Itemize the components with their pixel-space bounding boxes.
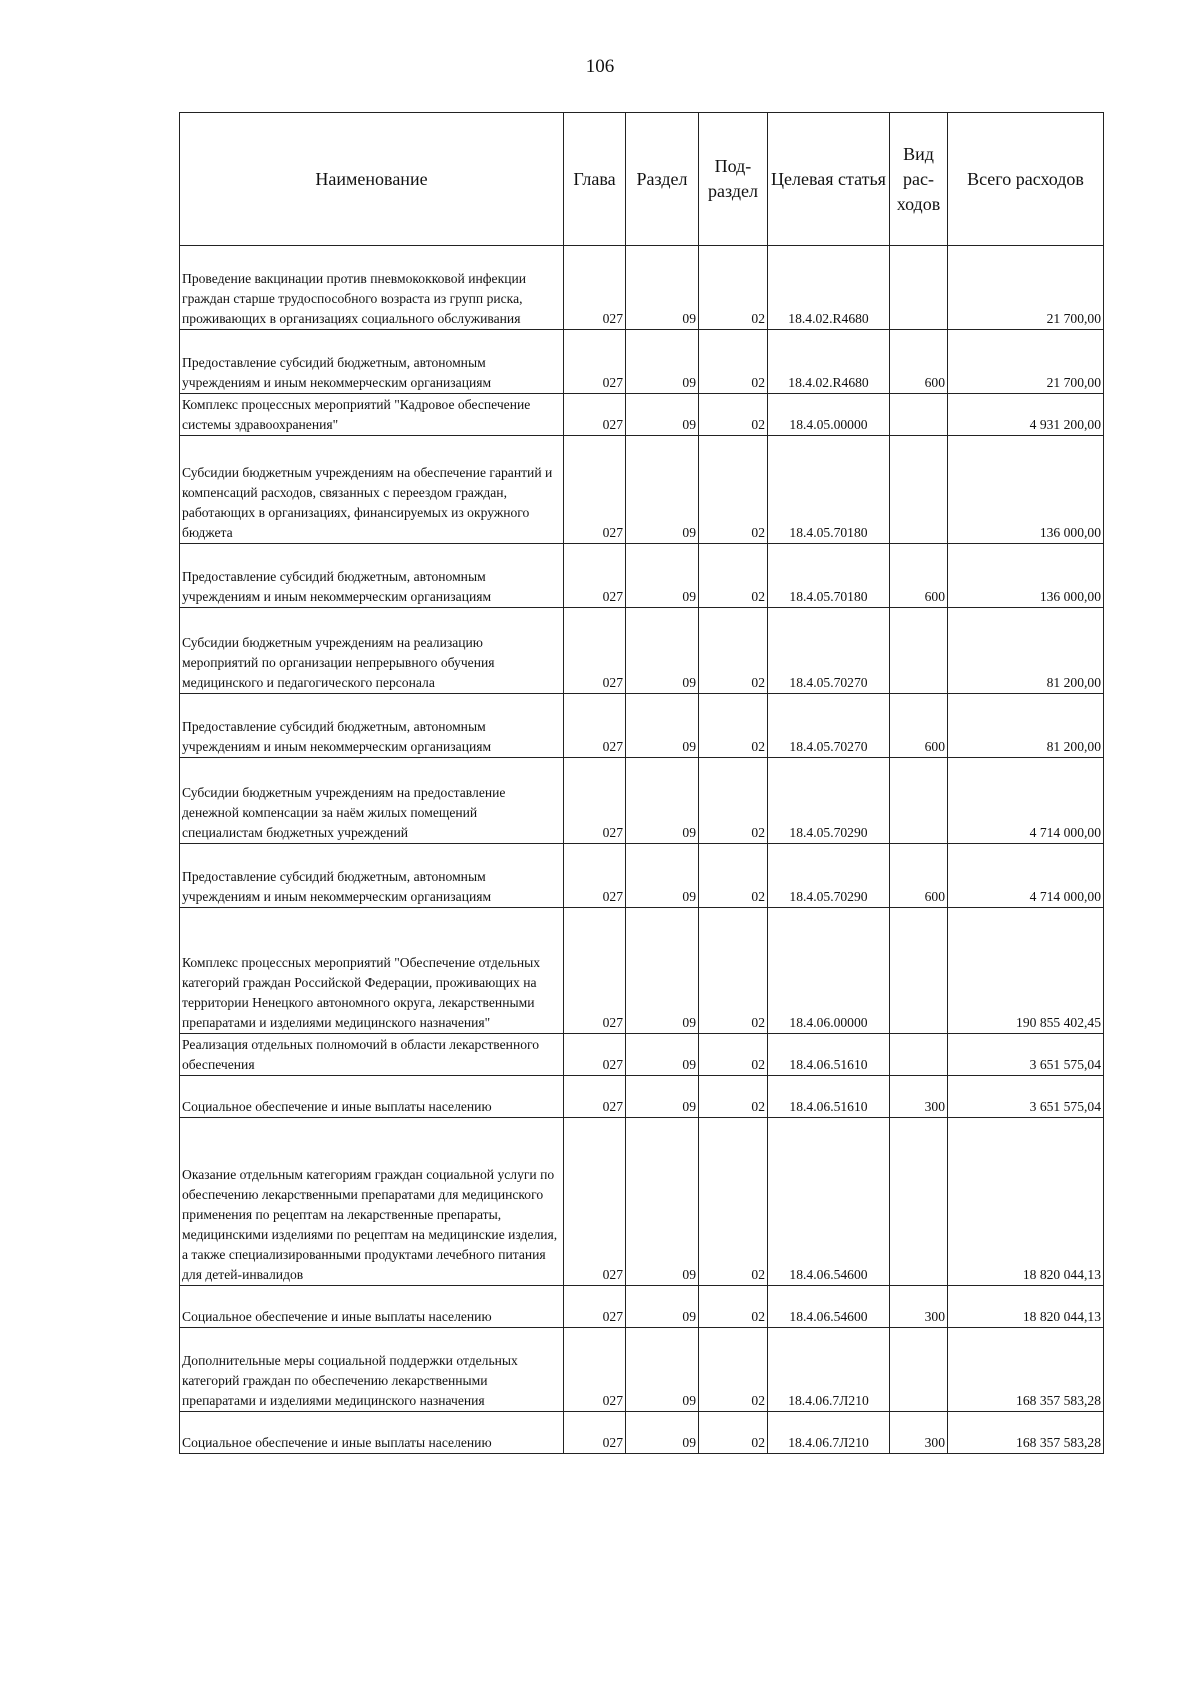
row-total-cell: 81 200,00: [948, 694, 1104, 758]
table-row: [180, 758, 1104, 844]
table-row: [180, 1412, 1104, 1454]
row-podrazdel-cell: 02: [699, 758, 768, 844]
row-glava-cell: 027: [564, 1076, 626, 1118]
row-vid-cell: [890, 1328, 948, 1412]
row-statya-cell: 18.4.06.51610: [768, 1076, 890, 1118]
header-naimenovanie: Наименование: [180, 113, 564, 246]
row-razdel-cell: 09: [626, 436, 699, 544]
row-statya-cell: 18.4.05.00000: [768, 394, 890, 436]
row-statya-cell: 18.4.06.51610: [768, 1034, 890, 1076]
row-name-cell: Оказание отдельным категориям граждан социальной услуги по обеспечению лекарственными препаратами для медицинского применения по рецептам на лекарственные препараты, медицинскими изделиями по рецептам на медицинские изделия, а также специализированными продуктами лечебного питания для детей-инвалидов: [180, 1118, 564, 1286]
row-name-cell: Социальное обеспечение и иные выплаты населению: [180, 1412, 564, 1454]
row-vid-cell: [890, 436, 948, 544]
row-total-cell: 136 000,00: [948, 436, 1104, 544]
row-name-cell: Предоставление субсидий бюджетным, автономным учреждениям и иным некоммерческим организациям: [180, 330, 564, 394]
row-vid-cell: [890, 908, 948, 1034]
row-vid-cell: [890, 758, 948, 844]
row-razdel-cell: 09: [626, 246, 699, 330]
table-row: [180, 844, 1104, 908]
row-razdel-cell: 09: [626, 844, 699, 908]
row-vid-cell: 300: [890, 1412, 948, 1454]
header-glava: Глава: [564, 113, 626, 246]
row-vid-cell: 600: [890, 544, 948, 608]
row-glava-cell: 027: [564, 246, 626, 330]
table-row: [180, 608, 1104, 694]
row-name-cell: Предоставление субсидий бюджетным, автономным учреждениям и иным некоммерческим организациям: [180, 544, 564, 608]
row-total-cell: 18 820 044,13: [948, 1286, 1104, 1328]
row-podrazdel-cell: 02: [699, 1412, 768, 1454]
row-total-cell: 3 651 575,04: [948, 1076, 1104, 1118]
row-statya-cell: 18.4.05.70290: [768, 844, 890, 908]
row-vid-cell: 300: [890, 1076, 948, 1118]
row-podrazdel-cell: 02: [699, 1286, 768, 1328]
table-body: [180, 246, 1104, 1454]
row-razdel-cell: 09: [626, 758, 699, 844]
row-razdel-cell: 09: [626, 1118, 699, 1286]
row-name-cell: Предоставление субсидий бюджетным, автономным учреждениям и иным некоммерческим организациям: [180, 694, 564, 758]
row-razdel-cell: 09: [626, 1412, 699, 1454]
row-name-cell: Субсидии бюджетным учреждениям на предоставление денежной компенсации за наём жилых помещений специалистам бюджетных учреждений: [180, 758, 564, 844]
row-vid-cell: [890, 1118, 948, 1286]
row-total-cell: 3 651 575,04: [948, 1034, 1104, 1076]
row-vid-cell: 300: [890, 1286, 948, 1328]
row-total-cell: 4 931 200,00: [948, 394, 1104, 436]
row-razdel-cell: 09: [626, 608, 699, 694]
row-vid-cell: [890, 1034, 948, 1076]
row-glava-cell: 027: [564, 694, 626, 758]
row-podrazdel-cell: 02: [699, 246, 768, 330]
table-row: [180, 694, 1104, 758]
row-glava-cell: 027: [564, 844, 626, 908]
table-row: [180, 1076, 1104, 1118]
row-statya-cell: 18.4.06.54600: [768, 1286, 890, 1328]
row-statya-cell: 18.4.06.7Л210: [768, 1328, 890, 1412]
row-razdel-cell: 09: [626, 1286, 699, 1328]
row-razdel-cell: 09: [626, 330, 699, 394]
row-podrazdel-cell: 02: [699, 908, 768, 1034]
header-tselevaya-statya: Целевая статья: [768, 113, 890, 246]
row-statya-cell: 18.4.05.70270: [768, 608, 890, 694]
row-total-cell: 168 357 583,28: [948, 1328, 1104, 1412]
table-row: [180, 1328, 1104, 1412]
row-name-cell: Субсидии бюджетным учреждениям на обеспечение гарантий и компенсаций расходов, связанных с переездом граждан, работающих в организациях, финансируемых из окружного бюджета: [180, 436, 564, 544]
row-statya-cell: 18.4.05.70180: [768, 436, 890, 544]
row-glava-cell: 027: [564, 1118, 626, 1286]
header-vid-rashodov: Вид рас- ходов: [890, 113, 948, 246]
row-razdel-cell: 09: [626, 1034, 699, 1076]
row-glava-cell: 027: [564, 394, 626, 436]
row-glava-cell: 027: [564, 608, 626, 694]
table-row: [180, 908, 1104, 1034]
row-total-cell: 168 357 583,28: [948, 1412, 1104, 1454]
row-glava-cell: 027: [564, 544, 626, 608]
table-row: [180, 436, 1104, 544]
row-name-cell: Субсидии бюджетным учреждениям на реализацию мероприятий по организации непрерывного обучения медицинского и педагогического персонала: [180, 608, 564, 694]
row-glava-cell: 027: [564, 1034, 626, 1076]
row-total-cell: 190 855 402,45: [948, 908, 1104, 1034]
row-statya-cell: 18.4.05.70270: [768, 694, 890, 758]
row-podrazdel-cell: 02: [699, 436, 768, 544]
row-razdel-cell: 09: [626, 908, 699, 1034]
row-total-cell: 136 000,00: [948, 544, 1104, 608]
row-statya-cell: 18.4.02.R4680: [768, 330, 890, 394]
table-row: [180, 394, 1104, 436]
row-name-cell: Социальное обеспечение и иные выплаты населению: [180, 1076, 564, 1118]
table-row: [180, 1118, 1104, 1286]
row-glava-cell: 027: [564, 436, 626, 544]
row-statya-cell: 18.4.05.70290: [768, 758, 890, 844]
row-razdel-cell: 09: [626, 1076, 699, 1118]
row-glava-cell: 027: [564, 908, 626, 1034]
row-podrazdel-cell: 02: [699, 1118, 768, 1286]
row-name-cell: Реализация отдельных полномочий в области лекарственного обеспечения: [180, 1034, 564, 1076]
row-podrazdel-cell: 02: [699, 1328, 768, 1412]
row-razdel-cell: 09: [626, 1328, 699, 1412]
row-total-cell: 21 700,00: [948, 330, 1104, 394]
row-vid-cell: [890, 394, 948, 436]
budget-table: [179, 112, 1104, 1454]
row-podrazdel-cell: 02: [699, 844, 768, 908]
header-vsego-rashodov: Всего расходов: [948, 113, 1104, 246]
row-glava-cell: 027: [564, 1328, 626, 1412]
row-podrazdel-cell: 02: [699, 1034, 768, 1076]
row-total-cell: 4 714 000,00: [948, 758, 1104, 844]
row-total-cell: 18 820 044,13: [948, 1118, 1104, 1286]
row-statya-cell: 18.4.05.70180: [768, 544, 890, 608]
row-vid-cell: 600: [890, 330, 948, 394]
row-vid-cell: 600: [890, 694, 948, 758]
row-statya-cell: 18.4.06.00000: [768, 908, 890, 1034]
row-razdel-cell: 09: [626, 544, 699, 608]
header-razdel: Раздел: [626, 113, 699, 246]
table-header-row: [180, 113, 1104, 246]
row-glava-cell: 027: [564, 330, 626, 394]
row-razdel-cell: 09: [626, 694, 699, 758]
row-glava-cell: 027: [564, 1286, 626, 1328]
table-row: [180, 330, 1104, 394]
row-glava-cell: 027: [564, 1412, 626, 1454]
row-statya-cell: 18.4.02.R4680: [768, 246, 890, 330]
row-name-cell: Комплекс процессных мероприятий "Обеспечение отдельных категорий граждан Российской Федерации, проживающих на территории Ненецкого автономного округа, лекарственными препаратами и изделиями медицинского назначения": [180, 908, 564, 1034]
row-podrazdel-cell: 02: [699, 1076, 768, 1118]
row-podrazdel-cell: 02: [699, 394, 768, 436]
row-razdel-cell: 09: [626, 394, 699, 436]
row-total-cell: 4 714 000,00: [948, 844, 1104, 908]
table-row: [180, 544, 1104, 608]
page-number: 106: [585, 56, 615, 77]
row-statya-cell: 18.4.06.7Л210: [768, 1412, 890, 1454]
header-podrazdel: Под- раздел: [699, 113, 768, 246]
table-row: [180, 1286, 1104, 1328]
row-vid-cell: [890, 246, 948, 330]
row-vid-cell: 600: [890, 844, 948, 908]
table-row: [180, 246, 1104, 330]
table-row: [180, 1034, 1104, 1076]
row-podrazdel-cell: 02: [699, 330, 768, 394]
row-vid-cell: [890, 608, 948, 694]
row-podrazdel-cell: 02: [699, 694, 768, 758]
row-name-cell: Проведение вакцинации против пневмококковой инфекции граждан старше трудоспособного возраста из групп риска, проживающих в организациях социального обслуживания: [180, 246, 564, 330]
row-total-cell: 21 700,00: [948, 246, 1104, 330]
row-podrazdel-cell: 02: [699, 608, 768, 694]
row-name-cell: Дополнительные меры социальной поддержки отдельных категорий граждан по обеспечению лекарственными препаратами и изделиями медицинского назначения: [180, 1328, 564, 1412]
row-statya-cell: 18.4.06.54600: [768, 1118, 890, 1286]
row-glava-cell: 027: [564, 758, 626, 844]
row-total-cell: 81 200,00: [948, 608, 1104, 694]
row-name-cell: Предоставление субсидий бюджетным, автономным учреждениям и иным некоммерческим организациям: [180, 844, 564, 908]
row-name-cell: Социальное обеспечение и иные выплаты населению: [180, 1286, 564, 1328]
row-name-cell: Комплекс процессных мероприятий "Кадровое обеспечение системы здравоохранения": [180, 394, 564, 436]
row-podrazdel-cell: 02: [699, 544, 768, 608]
